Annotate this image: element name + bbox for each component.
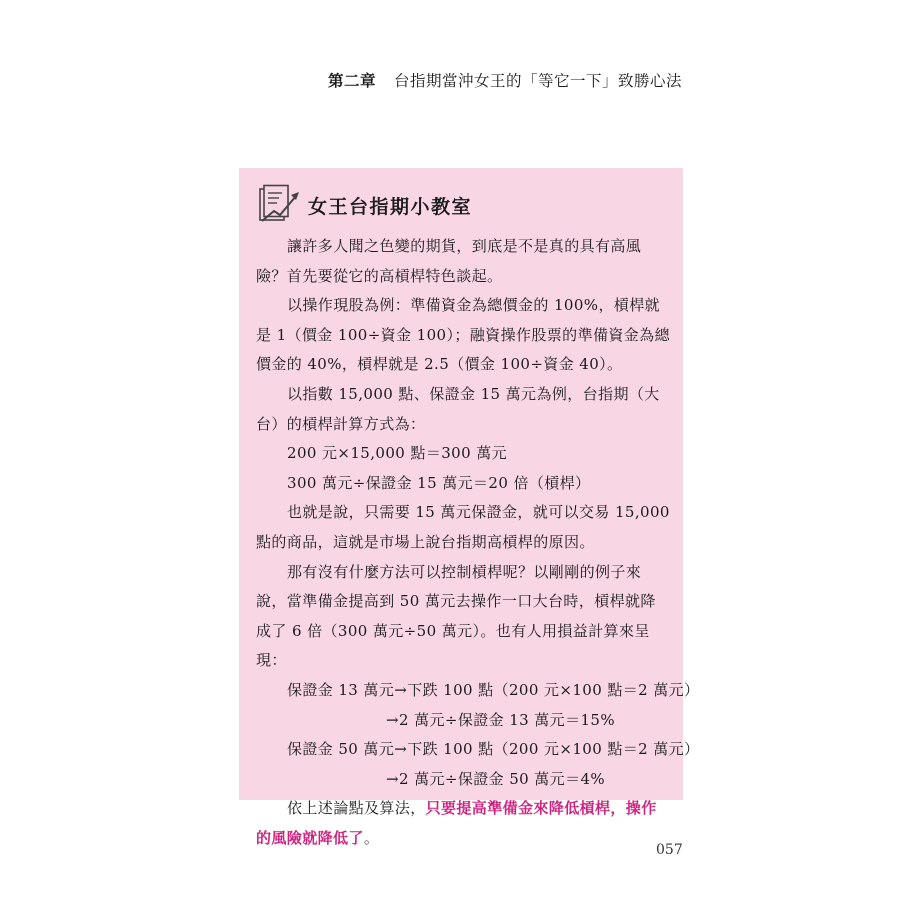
paragraph-control-leverage: 那有沒有什麼方法可以控制槓桿呢？以剛剛的例子來說，當準備金提高到 50 萬元去操作一口大台時，槓桿就降成了 6 倍（300 萬元÷50 萬元）。也有人用損益計算來呈現： [256, 562, 656, 670]
formula-margin-13-ratio: →2 萬元÷保證金 13 萬元＝15% [386, 710, 616, 729]
paragraph-explanation: 也就是說，只需要 15 萬元保證金，就可以交易 15,000 點的商品，這就是市場上說台指期高槓桿的原因。 [256, 503, 670, 551]
running-header [328, 69, 682, 91]
page-number: 057 [656, 842, 683, 858]
formula-leverage: 300 萬元÷保證金 15 萬元＝20 倍（槓桿） [287, 473, 591, 492]
conclusion-end: 。 [363, 828, 380, 847]
conclusion-lead: 依上述論點及算法， [287, 799, 426, 818]
conclusion-highlight: 只要提高準備金來降低槓桿，操作的風險就降低了 [256, 799, 657, 847]
formula-margin-13-loss: 保證金 13 萬元→下跌 100 點（200 元×100 點＝2 萬元） [287, 680, 700, 699]
paragraph-intro: 讓許多人聞之色變的期貨，到底是不是真的具有高風險？首先要從它的高槓桿特色談起。 [256, 237, 642, 285]
chapter-label: 第二章 [327, 71, 376, 90]
formula-margin-50-ratio: →2 萬元÷保證金 50 萬元＝4% [386, 769, 606, 788]
box-header [256, 184, 472, 226]
chapter-title: 台指期當沖女王的「等它一下」致勝心法 [393, 72, 682, 90]
sidebar-box [239, 168, 700, 847]
formula-margin-50-loss: 保證金 50 萬元→下跌 100 點（200 元×100 點＝2 萬元） [287, 740, 700, 759]
formula-contract-value: 200 元×15,000 點＝300 萬元 [287, 444, 508, 463]
paragraph-stock-leverage: 以操作現股為例：準備資金為總價金的 100%，槓桿就是 1（價金 100÷資金 100）；融資操作股票的準備資金為總價金的 40%，槓桿就是 2.5（價金 100÷資金 40）。 [256, 296, 670, 374]
paragraph-conclusion [256, 794, 670, 853]
paragraph-futures-example: 以指數 15,000 點、保證金 15 萬元為例，台指期（大台）的槓桿計算方式為： [256, 384, 660, 433]
box-title: 女王台指期小教室 [308, 195, 473, 218]
rising-chart-document-icon [256, 184, 302, 226]
